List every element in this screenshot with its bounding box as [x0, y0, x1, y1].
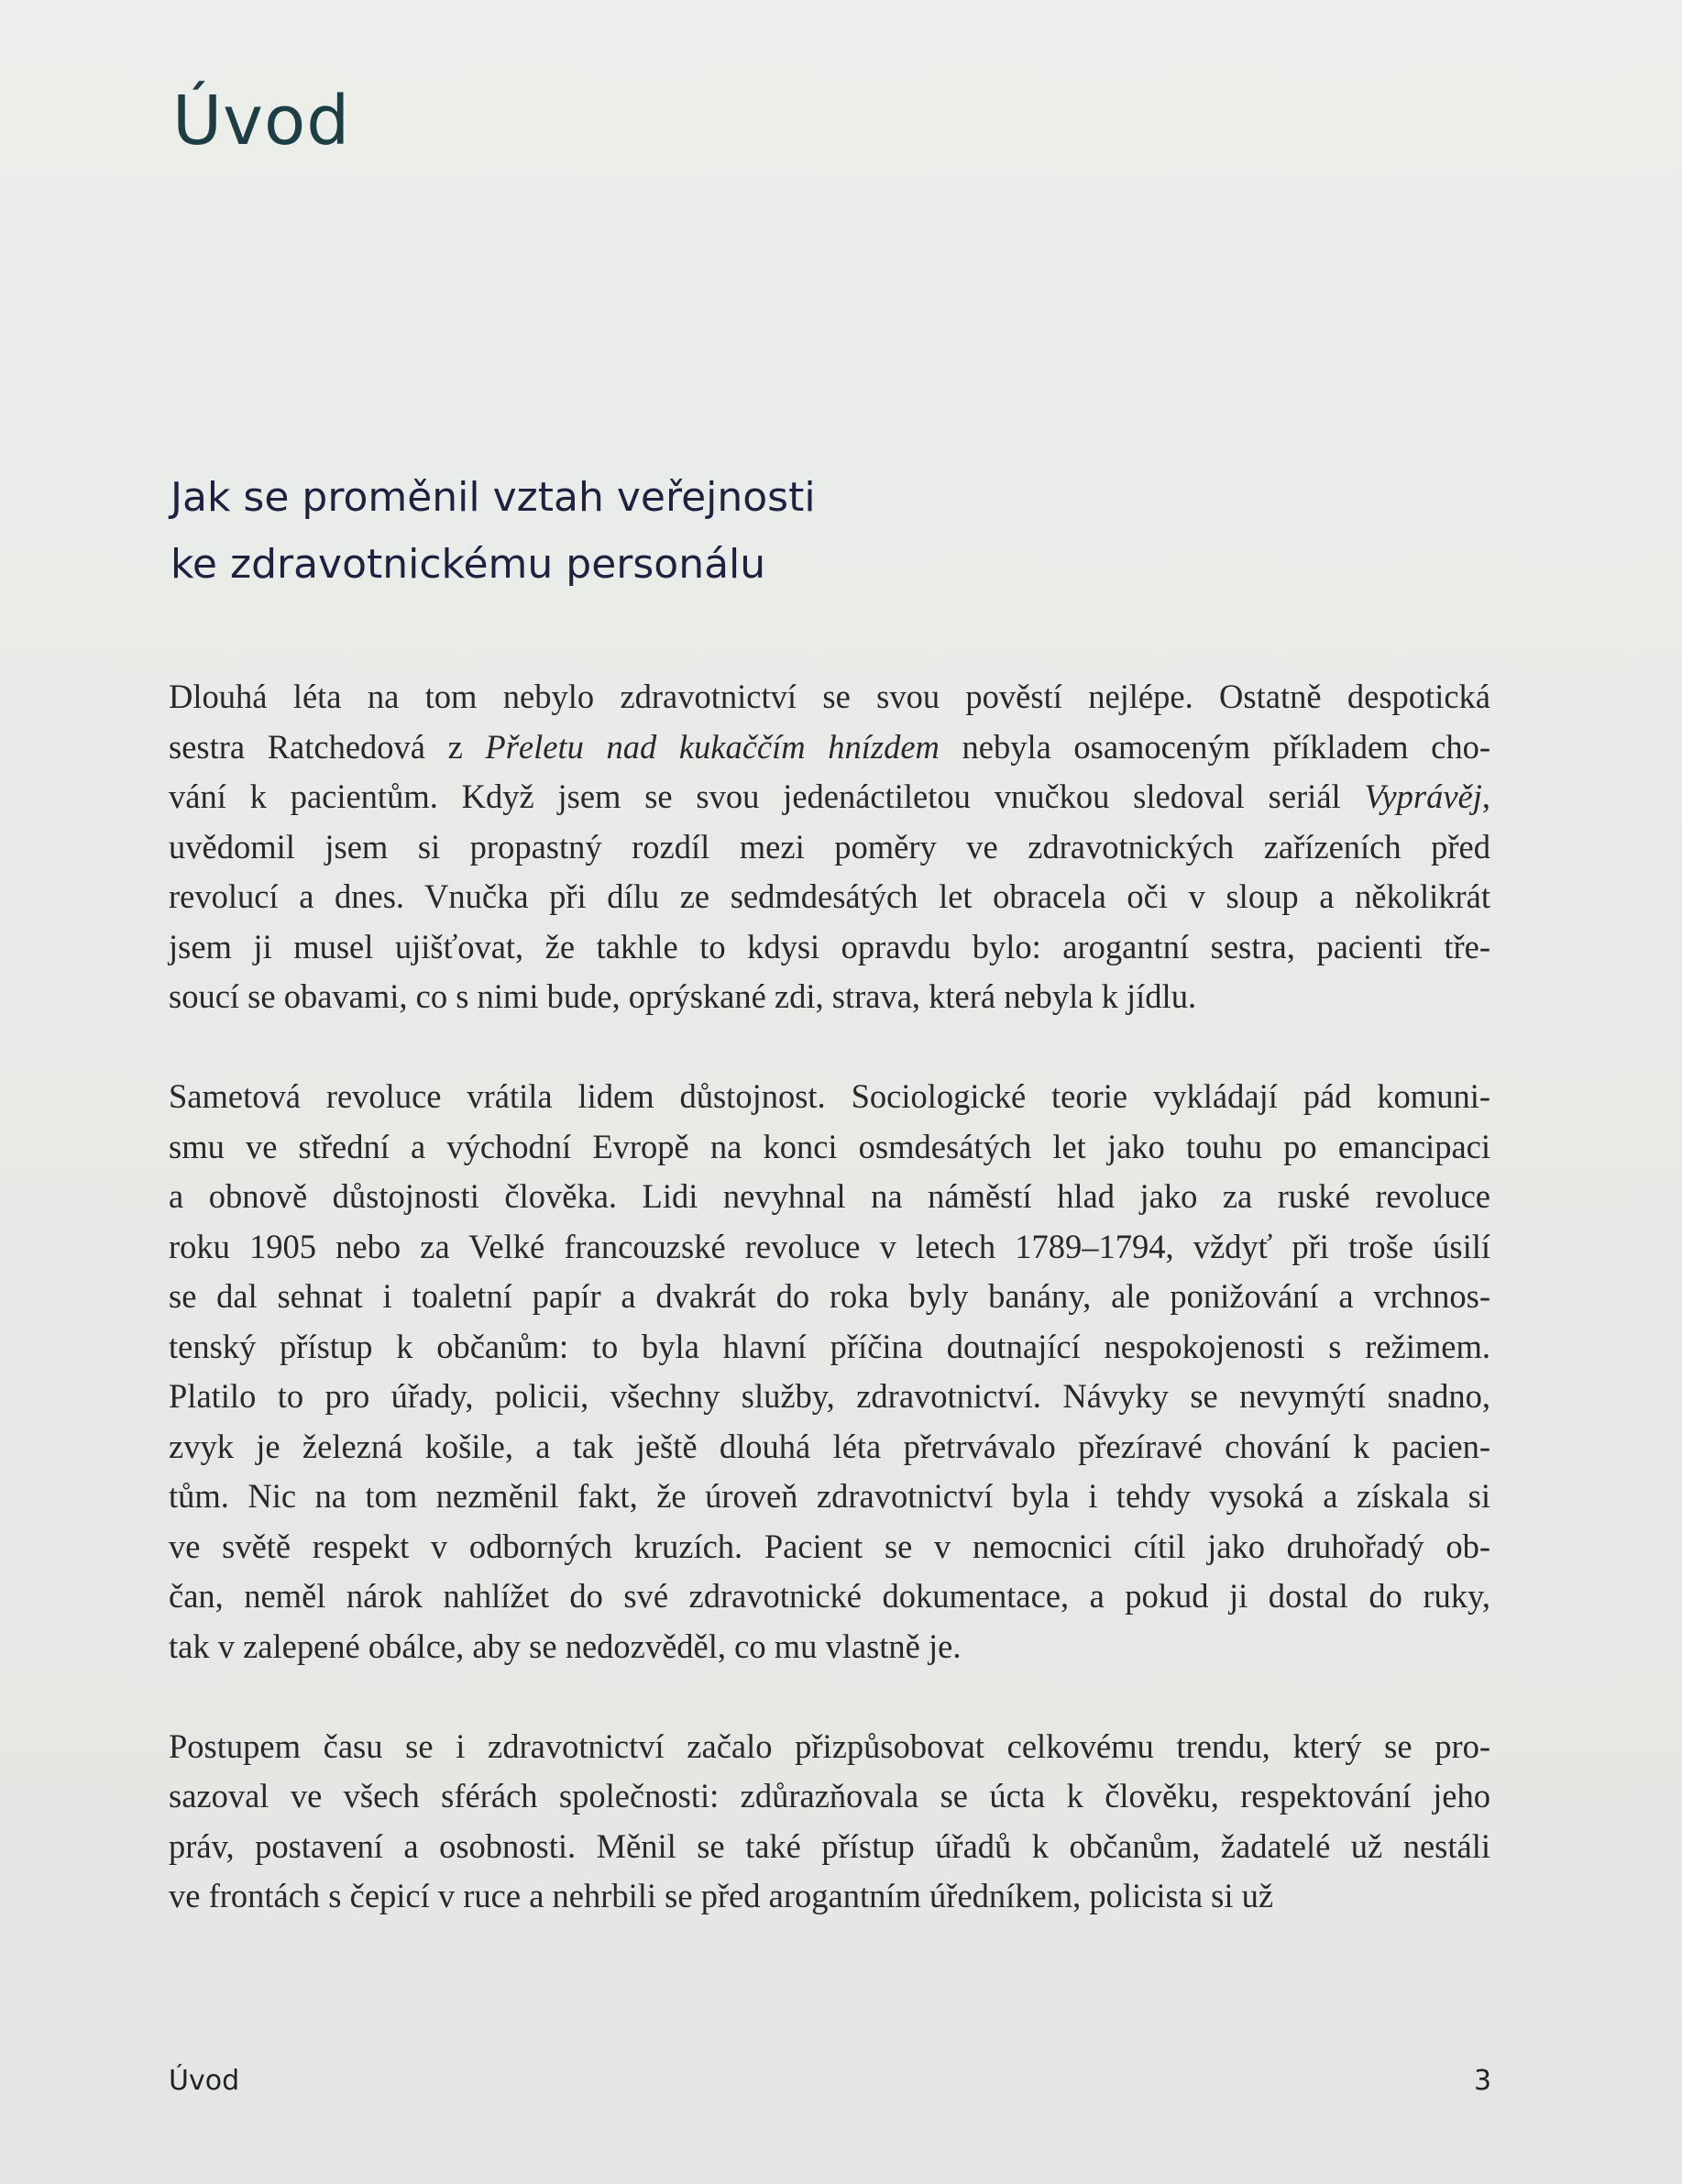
text-line: Dlouhá léta na tom nebylo zdravotnictví se svou pověstí nejlépe. Ostatně despotická [169, 678, 1490, 715]
text-run: vání k pacientům. Když jsem se svou jedenáctiletou vnučkou sledoval seriál [169, 778, 1365, 815]
text-line [169, 772, 1490, 822]
text-line: Postupem času se i zdravotnictví začalo přizpůsobovat celkovému trendu, který se pro- [169, 1726, 1490, 1765]
text-line: soucí se obavami, co s nimi bude, oprýskané zdi, strava, která nebyla k jídlu. [169, 977, 1197, 1015]
text-line: ve frontách s čepicí v ruce a nehrbili se před arogantním úředníkem, policista si už [169, 1877, 1274, 1914]
section-heading-line: Jak se proměnil vztah veřejnosti [170, 474, 816, 521]
text-line: Sametová revoluce vrátila lidem důstojnost. Sociologické teorie vykládají pád komuni- [169, 1077, 1490, 1115]
text-line: smu ve střední a východní Evropě na konci osmdesátých let jako touhu po emancipaci [169, 1127, 1490, 1165]
section-heading-line: ke zdravotnickému personálu [170, 541, 766, 588]
paragraph [169, 1722, 1490, 1922]
text-line: se dal sehnat i toaletní papír a dvakrát do roka byly banány, ale ponižování a vrchnos- [169, 1277, 1490, 1315]
italic-title: Přeletu nad kukaččím hnízdem [485, 727, 940, 766]
page-number: 3 [1474, 2065, 1492, 2097]
text-run: nebyla osamoceným příkladem cho- [939, 727, 1491, 766]
text-line [169, 722, 1490, 773]
text-line: sazoval ve všech sférách společnosti: zdůrazňovala se úcta k člověku, respektování jeho [169, 1777, 1490, 1814]
text-line: zvyk je železná košile, a tak ještě dlouhá léta přetrvávalo přezíravé chování k pacien- [169, 1427, 1490, 1465]
text-line: revolucí a dnes. Vnučka při dílu ze sedmdesátých let obracela oči v sloup a několikrát [169, 877, 1490, 915]
paragraph [169, 672, 1490, 1022]
section-heading [170, 464, 1179, 598]
text-run: sestra Ratchedová z [169, 727, 486, 766]
text-line: roku 1905 nebo za Velké francouzské revoluce v letech 1789–1794, vždyť při troše úsilí [169, 1227, 1490, 1265]
text-run: , [1481, 778, 1490, 815]
body-text [169, 672, 1490, 1971]
text-line: tenský přístup k občanům: to byla hlavní příčina doutnající nespokojenosti s režimem. [169, 1327, 1490, 1365]
text-line: jsem ji musel ujišťovat, že takhle to kdysi opravdu bylo: arogantní sestra, pacienti tře- [169, 927, 1490, 965]
chapter-title: Úvod [172, 82, 351, 160]
text-line: tům. Nic na tom nezměnil fakt, že úroveň zdravotnictví byla i tehdy vysoká a získala si [169, 1477, 1490, 1515]
text-line: uvědomil jsem si propastný rozdíl mezi poměry ve zdravotnických zařízeních před [169, 827, 1490, 866]
text-line: a obnově důstojnosti člověka. Lidi nevyhnal na náměstí hlad jako za ruské revoluce [169, 1177, 1490, 1215]
running-footer-title: Úvod [169, 2065, 240, 2097]
italic-title: Vyprávěj [1364, 778, 1482, 815]
text-line: čan, neměl nárok nahlížet do své zdravotnické dokumentace, a pokud ji dostal do ruky, [169, 1577, 1490, 1615]
text-line: ve světě respekt v odborných kruzích. Pacient se v nemocnici cítil jako druhořadý ob- [169, 1527, 1490, 1565]
text-line: Platilo to pro úřady, policii, všechny služby, zdravotnictví. Návyky se nevymýtí snadno, [169, 1377, 1490, 1415]
text-line: tak v zalepené obálce, aby se nedozvěděl, co mu vlastně je. [169, 1627, 962, 1665]
text-line: práv, postavení a osobnosti. Měnil se také přístup úřadů k občanům, žadatelé už nestáli [169, 1826, 1490, 1865]
paragraph [169, 1072, 1490, 1671]
